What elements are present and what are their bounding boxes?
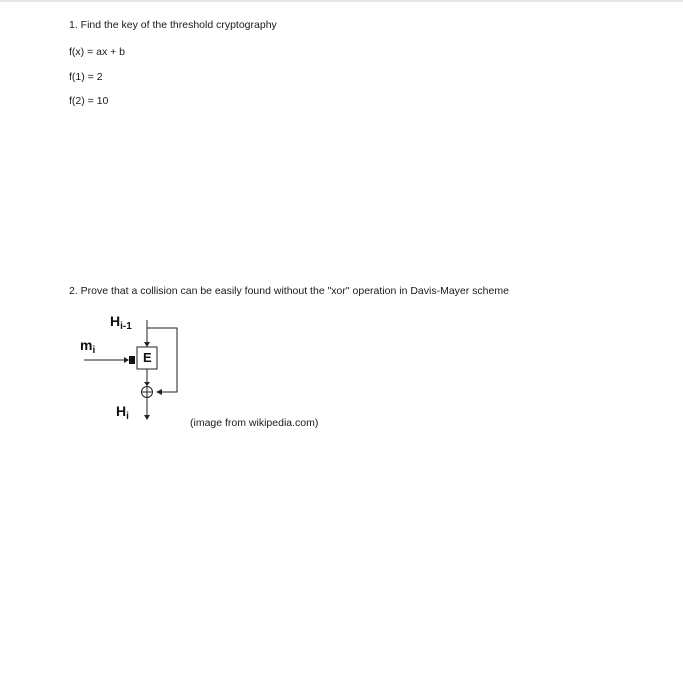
top-divider [0,0,683,2]
equation-fx: f(x) = ax + b [69,46,126,58]
equation-f2: f(2) = 10 [69,95,109,107]
cipher-label: E [143,350,152,365]
feedforward-arrow [156,389,162,395]
hprev-arrow [144,342,150,347]
diagram-lines [80,312,200,427]
message-arrow [124,357,129,363]
image-credit: (image from wikipedia.com) [190,417,319,429]
question-2-title: 2. Prove that a collision can be easily found without the "xor" operation in Davis-Mayer scheme [69,285,509,297]
davies-meyer-diagram [80,312,200,427]
output-arrow [144,415,150,420]
cipher-output-arrow [144,382,150,386]
equation-f1: f(1) = 2 [69,71,103,83]
question-1-title: 1. Find the key of the threshold cryptography [69,19,277,31]
output-hash-label: $H_i$ [116,403,129,422]
prev-hash-label: $H_{i-1}$ [110,313,132,332]
message-label: $m_i$ [80,337,96,356]
key-input-marker [129,356,135,364]
